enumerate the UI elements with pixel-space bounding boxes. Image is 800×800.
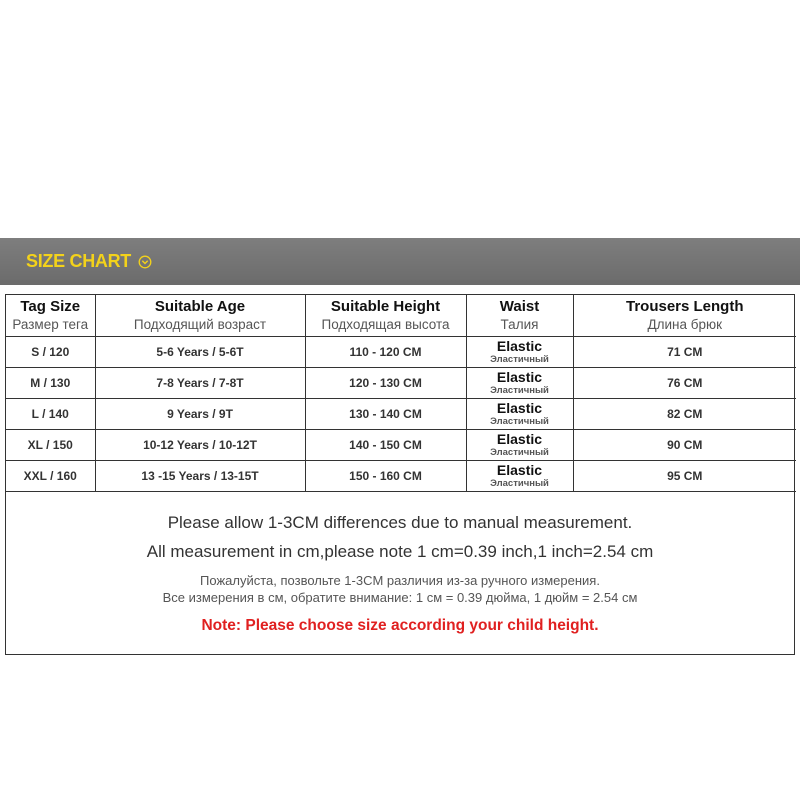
- header-suitable-height: [305, 295, 466, 337]
- cell-length: 95 CM: [573, 461, 796, 492]
- cell-waist: [466, 430, 573, 461]
- table-row: [6, 461, 796, 492]
- cell-waist: [466, 337, 573, 368]
- waist-label-ru: Эластичный: [490, 354, 549, 365]
- header-trousers-length: [573, 295, 796, 337]
- header-label: Suitable Age: [154, 298, 246, 315]
- header-tag-size: [6, 295, 95, 337]
- header-label-ru: Размер тега: [12, 317, 89, 332]
- waist-label-ru: Эластичный: [490, 385, 549, 396]
- header-label-ru: Подходящая высота: [321, 317, 450, 332]
- header-label: Waist: [499, 298, 540, 315]
- note-highlight: Note: Please choose size according your child height.: [201, 617, 599, 634]
- note-en-line1: Please allow 1-3CM differences due to manual measurement.: [167, 513, 633, 532]
- waist-label: Elastic: [496, 369, 543, 385]
- cell-tag-size: M / 130: [6, 368, 95, 399]
- table-row: [6, 430, 796, 461]
- size-table: [6, 295, 796, 492]
- banner-title: SIZE CHART: [26, 251, 132, 271]
- cell-length: 82 CM: [573, 399, 796, 430]
- waist-label-ru: Эластичный: [490, 416, 549, 427]
- waist-label: Elastic: [496, 431, 543, 447]
- header-suitable-age: [95, 295, 305, 337]
- cell-length: 71 CM: [573, 337, 796, 368]
- size-chart-banner: [0, 238, 800, 285]
- note-en-line2: All measurement in cm,please note 1 cm=0.39 inch,1 inch=2.54 cm: [146, 542, 654, 561]
- cell-age: 7-8 Years / 7-8T: [95, 368, 305, 399]
- note-ru-line1: Пожалуйста, позвольте 1-3CM различия из-за ручного измерения.: [200, 573, 600, 588]
- header-label: Trousers Length: [625, 298, 744, 315]
- header-label-ru: Талия: [500, 317, 539, 332]
- cell-length: 76 CM: [573, 368, 796, 399]
- size-chart-box: [5, 294, 795, 655]
- table-header-row: [6, 295, 796, 337]
- cell-age: 10-12 Years / 10-12T: [95, 430, 305, 461]
- cell-tag-size: XL / 150: [6, 430, 95, 461]
- cell-age: 13 -15 Years / 13-15T: [95, 461, 305, 492]
- waist-label: Elastic: [496, 338, 543, 354]
- table-row: [6, 368, 796, 399]
- header-waist: [466, 295, 573, 337]
- cell-height: 150 - 160 CM: [305, 461, 466, 492]
- cell-tag-size: XXL / 160: [6, 461, 95, 492]
- cell-height: 120 - 130 CM: [305, 368, 466, 399]
- waist-label: Elastic: [496, 462, 543, 478]
- header-label: Tag Size: [20, 298, 81, 315]
- waist-label-ru: Эластичный: [490, 447, 549, 458]
- cell-waist: [466, 368, 573, 399]
- waist-label: Elastic: [496, 400, 543, 416]
- header-label: Suitable Height: [330, 298, 441, 315]
- cell-tag-size: L / 140: [6, 399, 95, 430]
- table-row: [6, 399, 796, 430]
- note-ru-line2: Все измерения в см, обратите внимание: 1 см = 0.39 дюйма, 1 дюйм = 2.54 см: [162, 590, 638, 605]
- cell-height: 130 - 140 CM: [305, 399, 466, 430]
- cell-length: 90 CM: [573, 430, 796, 461]
- cell-waist: [466, 399, 573, 430]
- cell-age: 9 Years / 9T: [95, 399, 305, 430]
- waist-label-ru: Эластичный: [490, 478, 549, 489]
- measurement-notes: [6, 513, 794, 635]
- cell-height: 140 - 150 CM: [305, 430, 466, 461]
- cell-age: 5-6 Years / 5-6T: [95, 337, 305, 368]
- cell-waist: [466, 461, 573, 492]
- header-label-ru: Подходящий возраст: [133, 317, 267, 332]
- cell-height: 110 - 120 CM: [305, 337, 466, 368]
- header-label-ru: Длина брюк: [647, 317, 723, 332]
- table-row: [6, 337, 796, 368]
- cell-tag-size: S / 120: [6, 337, 95, 368]
- chevron-down-circle-icon: [138, 255, 152, 269]
